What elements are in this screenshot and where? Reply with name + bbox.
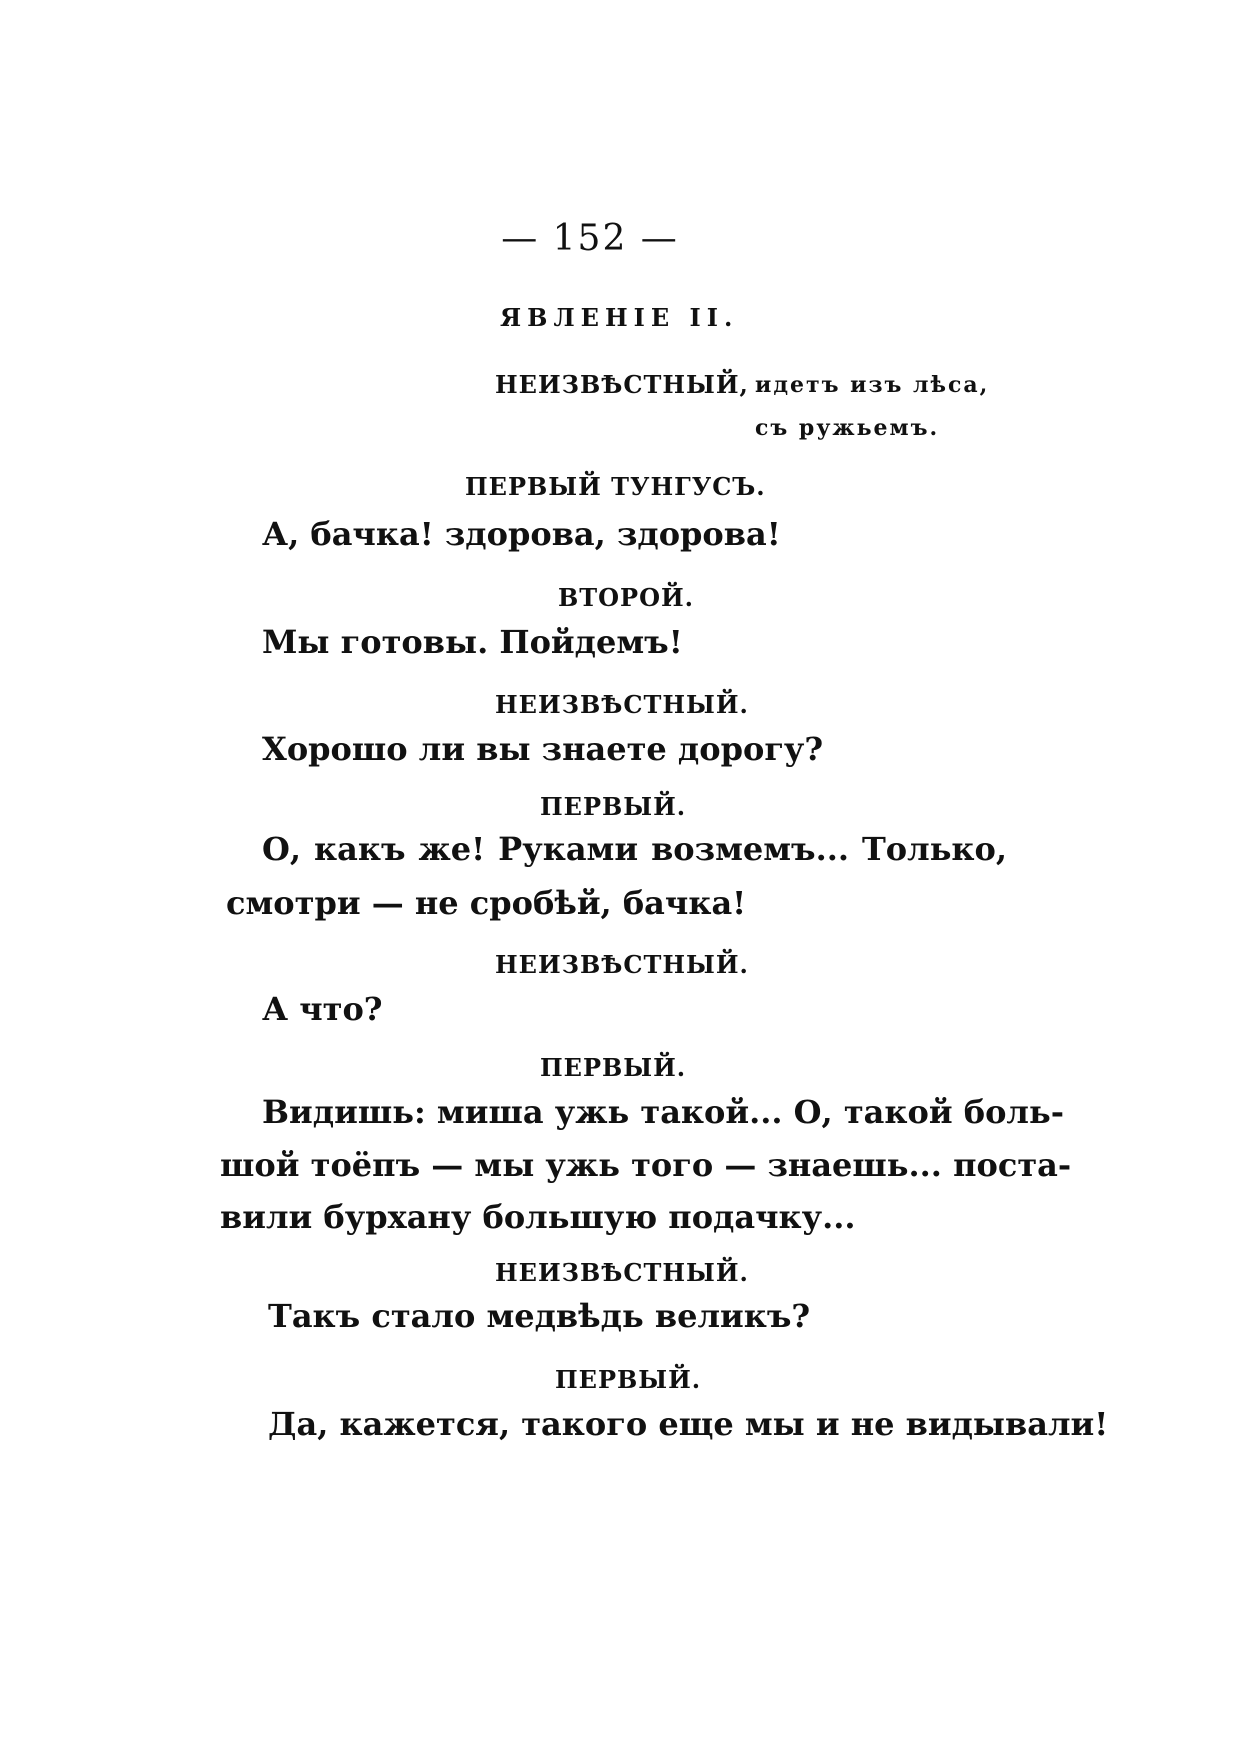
speech-line: А что? xyxy=(262,990,383,1028)
speaker-name: ПЕРВЫЙ ТУНГУСЪ. xyxy=(465,472,766,501)
stage-direction-line: съ ружьемъ. xyxy=(755,415,940,441)
speaker-name: ПЕРВЫЙ. xyxy=(555,1365,702,1394)
speech-line: Да, кажется, такого еще мы и не видывали! xyxy=(268,1405,1109,1443)
speaker-name: НЕИЗВѢСТНЫЙ. xyxy=(495,690,749,719)
speaker-name: НЕИЗВѢСТНЫЙ. xyxy=(495,1258,749,1287)
scene-heading: ЯВЛЕНІЕ II. xyxy=(500,303,739,332)
speech-line: вили бурхану большую подачку... xyxy=(220,1198,856,1236)
stage-direction-line: идетъ изъ лѣса, xyxy=(755,372,990,398)
speaker-name: НЕИЗВѢСТНЫЙ. xyxy=(495,950,749,979)
page-number: — 152 — xyxy=(501,218,679,259)
speaker-name: ВТОРОЙ. xyxy=(558,583,695,612)
speech-line: Хорошо ли вы знаете дорогу? xyxy=(262,730,824,768)
speaker-name: ПЕРВЫЙ. xyxy=(540,1053,687,1082)
speech-line: смотри — не сробѣй, бачка! xyxy=(226,884,747,922)
speech-line: Мы готовы. Пойдемъ! xyxy=(262,623,683,661)
speech-line: А, бачка! здорова, здорова! xyxy=(262,515,781,553)
speech-line: О, какъ же! Руками возмемъ... Только, xyxy=(262,830,1007,868)
speech-line: Видишь: миша ужь такой... О, такой боль- xyxy=(262,1093,1064,1131)
speech-line: шой тоёпъ — мы ужь того — знаешь... поста- xyxy=(220,1146,1072,1184)
speaker-name: ПЕРВЫЙ. xyxy=(540,792,687,821)
speech-line: Такъ стало медвѣдь великъ? xyxy=(268,1297,811,1335)
entrance-character: НЕИЗВѢСТНЫЙ, xyxy=(495,370,749,399)
